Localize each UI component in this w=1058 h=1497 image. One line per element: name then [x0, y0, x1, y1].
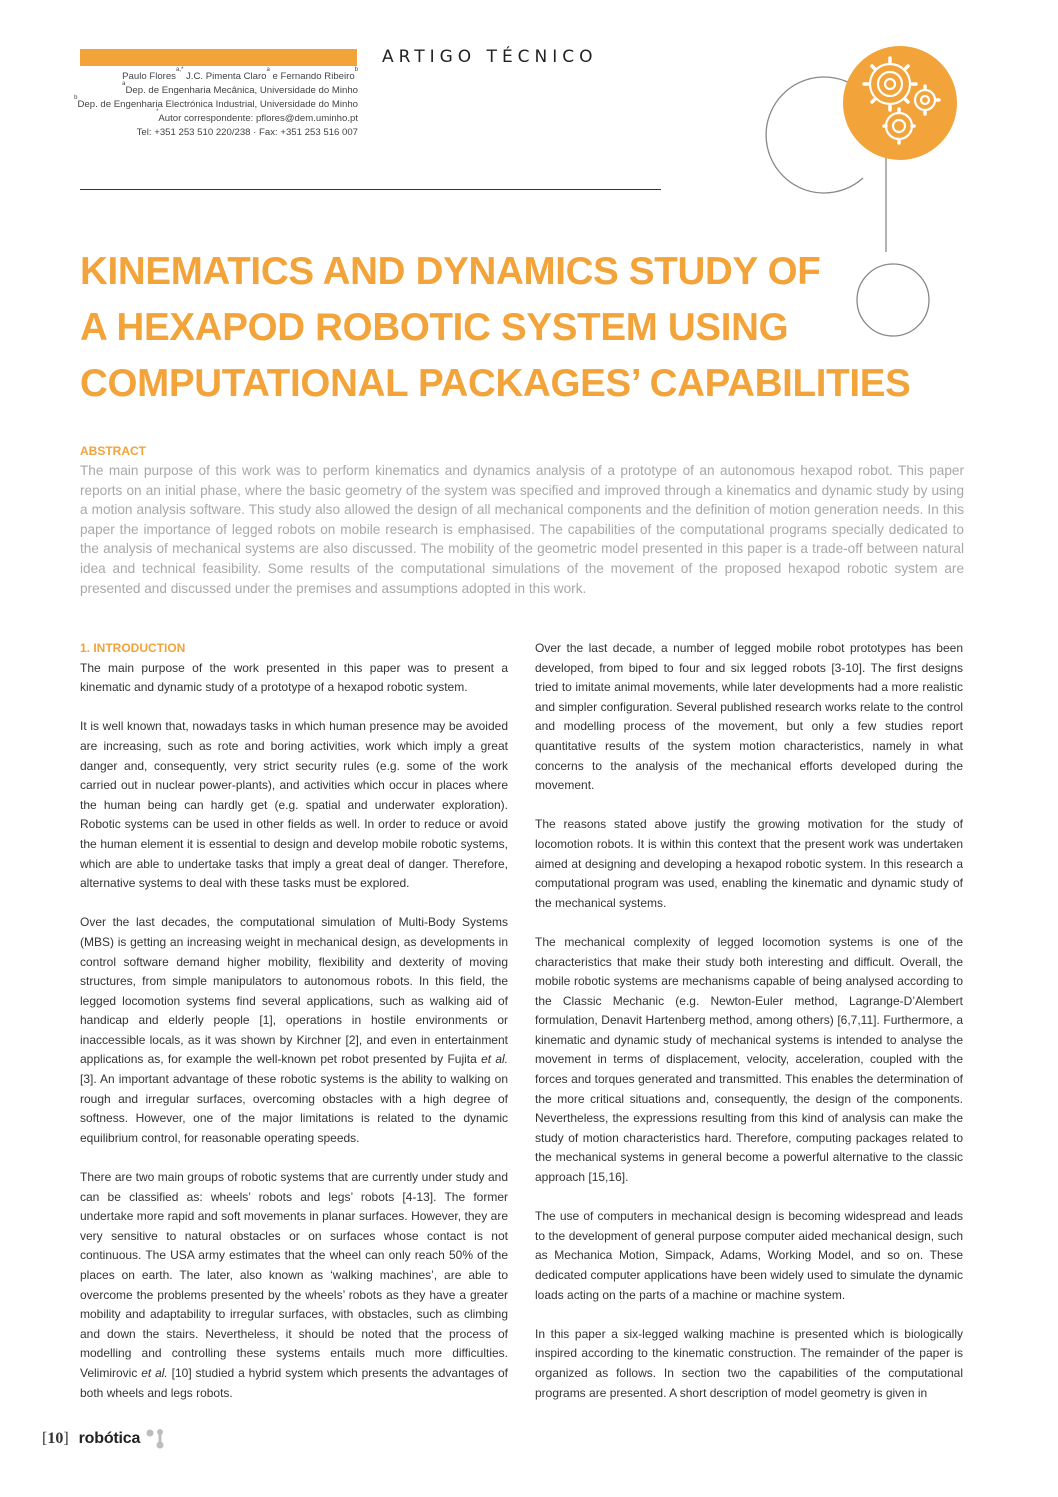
- header-divider: [80, 189, 661, 190]
- title-line-2: A HEXAPOD ROBOTIC SYSTEM USING: [80, 306, 789, 349]
- author-names: Paulo Flores$^{a,*}$ J.C. Pimenta Claro$^a$ e Fernando Ribeiro$^b$: [122, 67, 358, 82]
- paragraph: It is well known that, nowadays tasks in which human presence may be avoided are increasing, such as rote and boring activities, work which imply a great danger and, consequently, very strict security rules (e.g. some of the work carried out in nuclear power-plants), and activities which occur in places where the human being can hardly get (e.g. spatial and underwater exploration). Robotic systems can be used in other fields as well. In order to reduce or avoid the human element it is essential to design and develop mobile robotic systems, which are able to undertake tasks that imply a great deal of danger. Therefore, alternative systems to deal with these tasks must be explored.: [80, 719, 508, 891]
- paragraph: In this paper a six-legged walking machine is presented which is biologically inspired according to the kinematic construction. The remainder of the paper is organized as follows. In section two the capabilities of the computational programs are presented. A short description of model geometry is given in: [535, 1326, 963, 1400]
- article-title: [80, 244, 980, 412]
- paragraph: The mechanical complexity of legged locomotion systems is one of the characteristics that make their study both interesting and difficult. Overall, the mobile robotic systems are mechanisms capable of being analysed according to the Classic Mechanic (e.g. Newton-Euler method, Lagrange-D’Alembert formulation, Denavit Hartenberg method, among others) [6,7,11]. Furthermore, a kinematic and dynamic study of mechanical systems is intended to analyse the movement in terms of displacement, velocity, acceleration, coupled with the forces and torques generated and transmitted. This enables the determination of the more critical situations and, consequently, the design of the components. Nevertheless, the expressions resulting from this kind of analysis can make the study of motion characteristics hard. Therefore, computing packages related to the mechanical systems in general become a powerful alternative to the classic approach [15,16].: [535, 934, 963, 1185]
- right-column: [535, 639, 963, 1423]
- page-footer: [42, 1428, 166, 1450]
- paragraph: The use of computers in mechanical design is becoming widespread and leads to the development of general purpose computer aided mechanical design, such as Mechanica Motion, Simpack, Adams, Working Model, and so on. These dedicated computer applications have been widely used to simulate the dynamic loads acting on the parts of a machine or machine system.: [535, 1209, 963, 1302]
- paragraph: Over the last decade, a number of legged mobile robot prototypes has been developed, from biped to four and six legged robots [3-10]. The first designs tried to imitate animal movements, while later developments had a more realistic and simpler configuration. Several published research works relate to the control and modelling process of the movement, but only a few studies report quantitative results of the system motion characteristics, namely in what concerns to the analysis of the mechanical efforts developed during the movement.: [535, 641, 963, 793]
- corresponding-author: *Autor correspondente: pflores@dem.uminho.pt: [156, 109, 358, 124]
- header-accent-bar: [80, 49, 357, 66]
- paragraph: The reasons stated above justify the growing motivation for the study of locomotion robots. It is within this context that the present work was undertaken aimed at designing and developing a hexapod robotic system. In this research a computational program was used, enabling the kinematic and dynamic study of the mechanical systems.: [535, 817, 963, 910]
- paragraph: The main purpose of the work presented in this paper was to present a kinematic and dynamic study of a prototype of a hexapod robotic system.: [80, 660, 508, 695]
- paragraph: Over the last decades, the computational simulation of Multi-Body Systems (MBS) is getting an increasing weight in mechanical design, as developments in control software demand higher mobility, flexibility and dexterity of moving structures, from simple manipulators to autonomous robots. In this field, the legged locomotion systems find several applications, such as walking aid of handicap and elderly people [1], operations in hostile environments or inaccessible locals, as it was shown by Kirchner [2], and even in entertainment applications as, for example the well-known pet robot presented by Fujita et al. [3]. An important advantage of these robotic systems is the ability to walking on rough and irregular surfaces, overcoming obstacles with a high degree of softness. However, one of the major limitations is related to the dynamic equilibrium control, for reasonable operating speeds.: [80, 915, 509, 1145]
- paragraph: There are two main groups of robotic systems that are currently under study and can be classified as: wheels’ robots and legs’ robots [4-13]. The former undertake more rapid and soft movements in planar surfaces. However, they are very sensitive to natural obstacles or on surfaces whose contact is not continuous. The USA army estimates that the wheel can only reach 50% of the places on earth. The later, also known as ‘walking machines’, are able to overcome the problems presented by the wheels’ robots as they have a greater mobility and adaptability to irregular surfaces, with obstacles, such as climbing and down the stairs. Nevertheless, it should be noted that the process of modelling and controlling these systems entails much more difficulties. Velimirovic et al. [10] studied a hybrid system which presents the advantages of both wheels and legs robots.: [80, 1170, 509, 1400]
- abstract-heading: ABSTRACT: [80, 444, 146, 458]
- title-line-1: KINEMATICS AND DYNAMICS STUDY OF: [80, 250, 821, 293]
- affiliation-a: $^a$Dep. de Engenharia Mecânica, Universidade do Minho: [122, 81, 358, 96]
- section-heading-introduction: 1. INTRODUCTION: [80, 641, 186, 655]
- page-number: [10]: [42, 1430, 69, 1447]
- left-column: [80, 639, 508, 1423]
- title-line-3: COMPUTATIONAL PACKAGES’ CAPABILITIES: [80, 362, 911, 405]
- magazine-brand: robótica: [78, 1430, 141, 1447]
- author-block: [60, 67, 358, 140]
- section-label: ARTIGO TÉCNICO: [382, 47, 598, 67]
- brand-logo-icon: [146, 1428, 166, 1450]
- affiliation-b: $^b$Dep. de Engenharia Electrónica Industrial, Universidade do Minho: [74, 95, 358, 110]
- abstract-text: The main purpose of this work was to perform kinematics and dynamics analysis of a prototype of an autonomous hexapod robot. This paper reports on an initial phase, where the basic geometry of the system was specified and improved through a kinematics and dynamic study by using a motion analysis software. This study also allowed the design of all mechanical components and the definition of motion generation needs. In this paper the importance of legged robots on mobile research is emphasised. The capabilities of the computational programs specially dedicated to the analysis of mechanical systems are also discussed. The mobility of the geometric model presented in this paper is a trade-off between natural idea and technical feasibility. Some results of the computational simulations of the movement of the proposed hexapod robotic system are presented and discussed under the premises and assumptions adopted in this work.: [80, 463, 964, 596]
- contact-phone-fax: Tel: +351 253 510 220/238 · Fax: +351 253 516 007: [136, 127, 358, 138]
